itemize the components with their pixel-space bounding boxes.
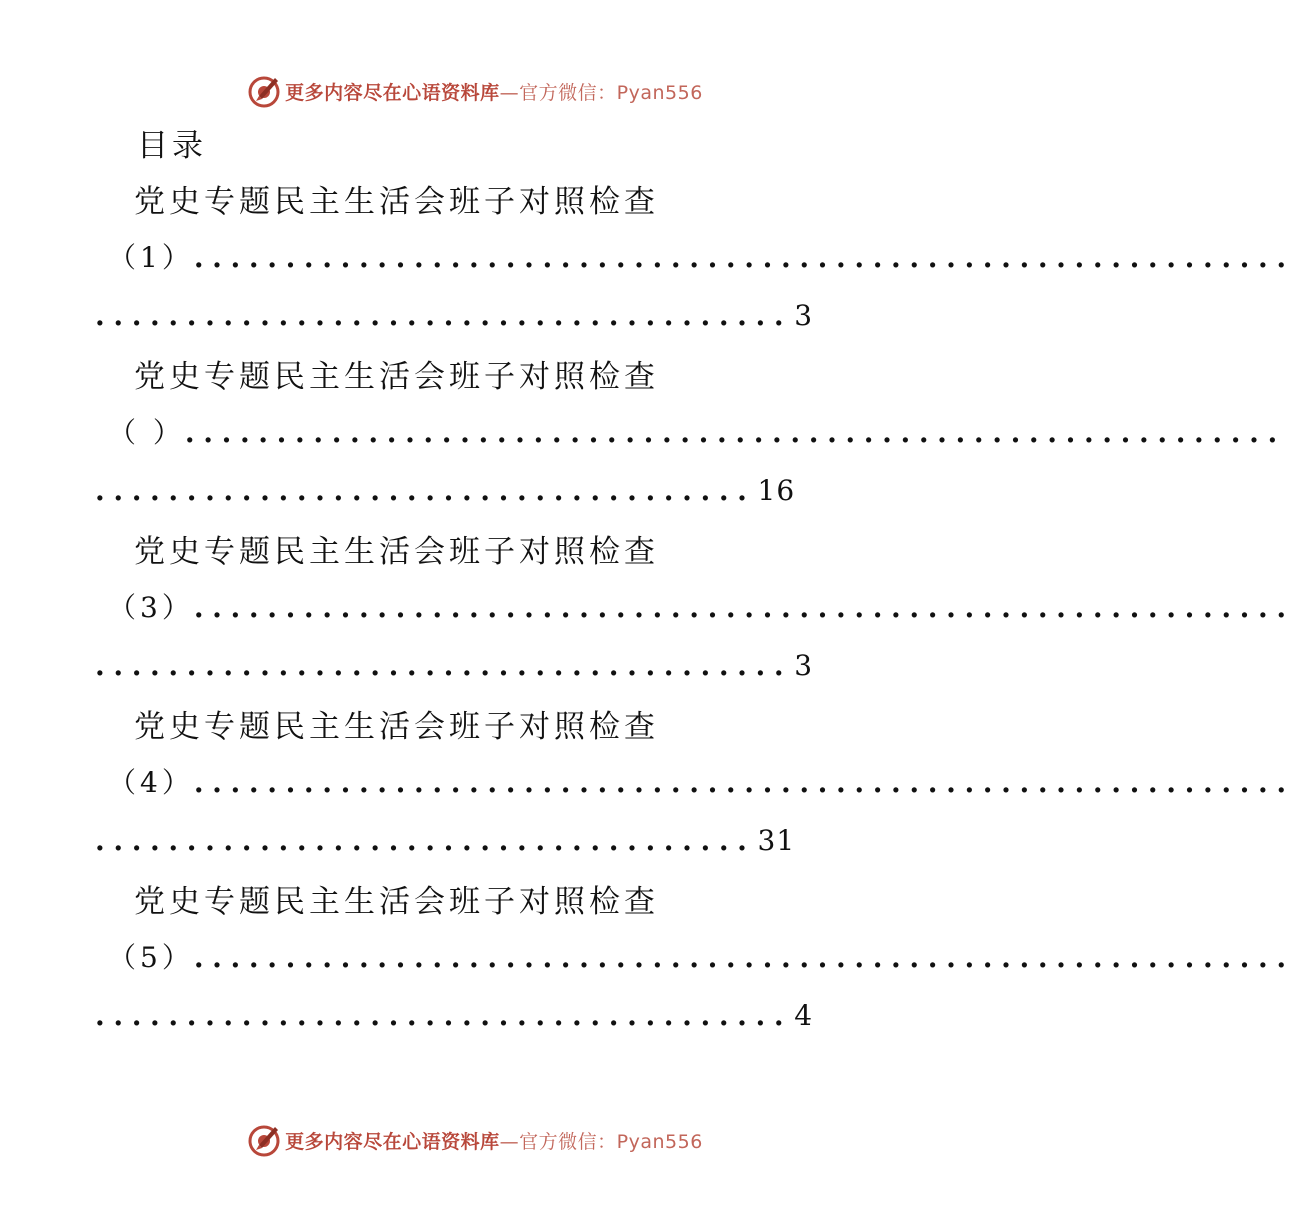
toc-entry-number: （ ） — [108, 416, 185, 449]
toc-entry-page-number: 31 — [757, 824, 796, 857]
toc-entry-leader — [95, 471, 795, 511]
toc-entry-leader — [108, 413, 1286, 453]
leader-dots: ...................................... — [95, 299, 793, 332]
toc-entry-page-number: 3 — [794, 299, 814, 332]
leader-dots: ............................................................ — [193, 766, 1295, 799]
toc-title: 目录 — [137, 128, 207, 164]
leader-dots: .................................... — [95, 824, 756, 857]
toc-entry-leader — [95, 996, 813, 1036]
leader-dots: ............................................................ — [193, 241, 1295, 274]
pen-nib-logo-icon — [247, 1123, 281, 1157]
toc-entry-title: 党史专题民主生活会班子对照检查 — [134, 359, 659, 395]
toc-entry-leader — [95, 296, 813, 336]
leader-dots: .................................... — [95, 474, 756, 507]
leader-dots: ............................................................ — [184, 416, 1286, 449]
toc-entry-number: （4） — [108, 766, 194, 799]
leader-dots: ...................................... — [95, 649, 793, 682]
leader-dots: ...................................... — [95, 999, 793, 1032]
toc-entry-leader — [108, 938, 1295, 978]
toc-entry-page-number: 3 — [794, 649, 814, 682]
toc-entry-page-number: 4 — [794, 999, 814, 1032]
banner-wechat: —官方微信：Pyan556 — [499, 81, 703, 104]
banner-title: 更多内容尽在心语资料库 — [285, 81, 500, 104]
footer-banner — [0, 1120, 950, 1160]
banner-title: 更多内容尽在心语资料库 — [285, 1130, 500, 1153]
banner-wechat: —官方微信：Pyan556 — [499, 1130, 703, 1153]
header-banner — [0, 71, 950, 111]
leader-dots: ............................................................ — [193, 591, 1295, 624]
toc-entry-number: （5） — [108, 941, 194, 974]
toc-entry-leader — [108, 238, 1295, 278]
toc-entry-title: 党史专题民主生活会班子对照检查 — [134, 709, 659, 745]
toc-entry-leader — [108, 588, 1295, 628]
toc-entry-title: 党史专题民主生活会班子对照检查 — [134, 534, 659, 570]
pen-nib-logo-icon — [247, 74, 281, 108]
toc-entry-leader — [108, 763, 1295, 803]
toc-entry-page-number: 16 — [757, 474, 796, 507]
leader-dots: ............................................................ — [193, 941, 1295, 974]
toc-entry-leader — [95, 646, 813, 686]
toc-entry-number: （3） — [108, 591, 194, 624]
toc-entry-title: 党史专题民主生活会班子对照检查 — [134, 884, 659, 920]
toc-entry-number: （1） — [108, 241, 194, 274]
toc-entry-title: 党史专题民主生活会班子对照检查 — [134, 184, 659, 220]
toc-entry-leader — [95, 821, 795, 861]
